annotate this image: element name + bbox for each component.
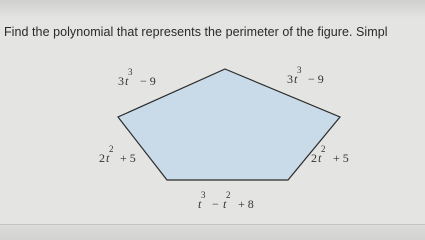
side-label-top-right (287, 65, 324, 86)
exponent: 3 (297, 65, 302, 75)
exponent: 2 (321, 144, 326, 154)
exponent: 2 (226, 190, 231, 200)
constant-term: + 8 (238, 197, 254, 211)
coef: 2 (99, 151, 105, 165)
side-label-left (99, 144, 136, 165)
side-label-bottom (198, 190, 254, 211)
operator: − (212, 197, 219, 211)
constant-term: + 5 (120, 151, 136, 165)
variable: t (106, 151, 110, 165)
constant-term: + 5 (333, 151, 349, 165)
side-label-right (311, 144, 349, 165)
variable: t (198, 197, 202, 211)
coef: 3 (287, 72, 293, 86)
footer-band (0, 225, 425, 240)
constant-term: − 9 (308, 72, 324, 86)
coef: 3 (118, 74, 124, 88)
exponent: 3 (201, 190, 206, 200)
side-label-top-left (118, 67, 156, 88)
exponent: 2 (109, 144, 114, 154)
variable: t (318, 151, 322, 165)
question-prompt: Find the polynomial that represents the perimeter of the figure. Simpl (4, 25, 388, 39)
constant-term: − 9 (140, 74, 156, 88)
coef: 2 (311, 151, 317, 165)
variable: t (125, 74, 129, 88)
variable: t (294, 72, 298, 86)
exponent: 3 (128, 67, 133, 77)
variable: t (223, 197, 227, 211)
